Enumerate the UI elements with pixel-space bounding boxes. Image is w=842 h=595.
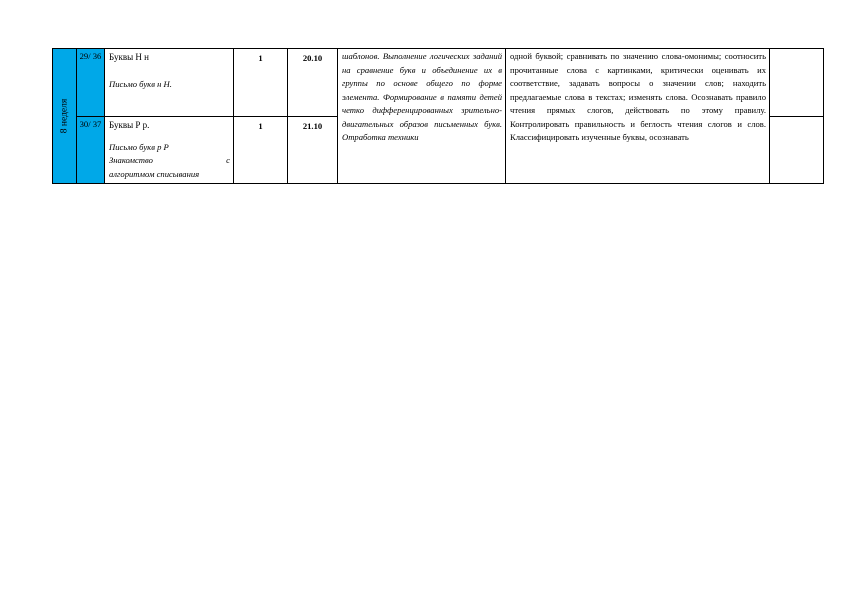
topic-extra-left: Знакомство	[109, 155, 153, 165]
topic-subtitle: Письмо букв н Н.	[109, 78, 172, 89]
lesson-topic	[105, 49, 234, 117]
lesson-content: шаблонов. Выполнение логических заданий на сравнение букв и объединение их в группы по основе общего по форме элемента. Формирование в памяти детей четко дифференцированных зрительно-двигательных образов письменных букв. Отработка техники	[338, 49, 506, 184]
student-activity: одной буквой; сравнивать по значению слова-омонимы; соотносить прочитанные слова с картинками, критически оценивать их соответствие, задавать вопросы о значении слов; находить предлагаемые слова в текстах; изменять слова. Осознавать правило чтения прямых слогов, действовать по этому правилу. Контролировать правильность и беглость чтения слогов и слов. Классифицировать изученные буквы, осознавать	[506, 49, 770, 184]
week-cell	[53, 49, 77, 184]
table-row	[53, 49, 824, 117]
empty-cell	[770, 117, 824, 184]
topic-title: Буквы Н н	[109, 52, 149, 62]
lesson-date: 21.10	[288, 117, 338, 184]
topic-extra-line	[109, 154, 230, 168]
topic-extra-right: с	[226, 155, 230, 165]
topic-title: Буквы Р р.	[109, 120, 150, 130]
empty-cell	[770, 49, 824, 117]
lesson-number: 30/ 37	[77, 117, 105, 184]
topic-subtitle: Письмо букв р Р	[109, 141, 169, 152]
week-label: 8 неделя	[58, 98, 69, 134]
lesson-topic	[105, 117, 234, 184]
lesson-date: 20.10	[288, 49, 338, 117]
topic-extra-last: алгоритмом списывания	[109, 168, 200, 179]
lesson-hours: 1	[234, 49, 288, 117]
lesson-hours: 1	[234, 117, 288, 184]
lesson-number: 29/ 36	[77, 49, 105, 117]
lesson-plan-table	[52, 48, 824, 184]
